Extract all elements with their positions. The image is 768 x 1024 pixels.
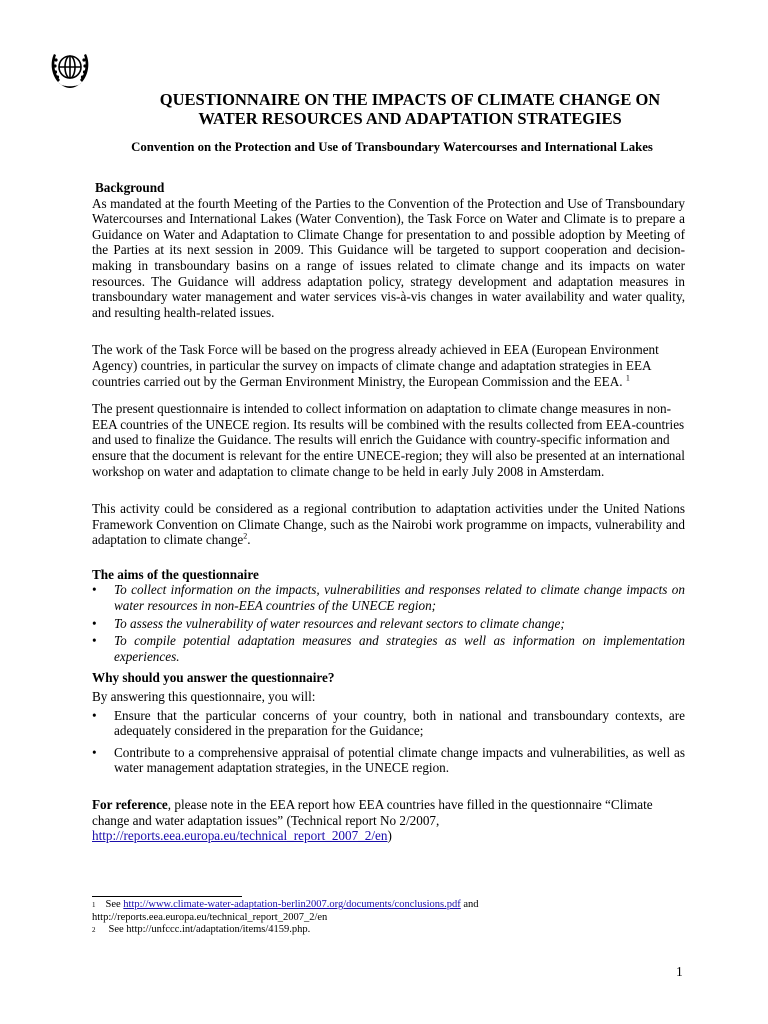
reference-paragraph: [92, 797, 685, 844]
footnote-1-rest: http://reports.eea.europa.eu/technical_report_2007_2/en: [92, 911, 328, 923]
paragraph-4-end: .: [247, 532, 251, 548]
un-emblem-icon: [46, 46, 94, 92]
background-heading: Background: [95, 180, 165, 195]
footnote-separator: [92, 896, 242, 897]
footnote-and: and: [463, 899, 479, 910]
paragraph-2-text: The work of the Task Force will be based on the progress already achieved in EEA (European Environment Agency) countries, in particular the survey on impacts of climate change and adaptation strategies in EEA countries carried out by the German Environment Ministry, the European Commission and the EEA.: [92, 342, 659, 389]
reference-bold: For reference: [92, 797, 168, 812]
berlin-conclusions-link[interactable]: http://www.climate-water-adaptation-berlin2007.org/documents/conclusions.pdf: [123, 899, 461, 910]
list-item: • To collect information on the impacts, vulnerabilities and responses related to climate change impacts on water resources in non-EEA countries of the UNECE region;: [92, 582, 685, 613]
why-intro: By answering this questionnaire, you will:: [92, 689, 316, 705]
title-line-1: QUESTIONNAIRE ON THE IMPACTS OF CLIMATE CHANGE ON: [159, 90, 661, 109]
page-title: [100, 90, 720, 128]
document-body: [92, 180, 685, 844]
title-line-2: WATER RESOURCES AND ADAPTATION STRATEGIES: [198, 109, 622, 128]
footnote-see: See: [105, 899, 121, 910]
footnote-ref-1[interactable]: 1: [625, 373, 630, 383]
page-number: 1: [676, 964, 683, 979]
paragraph-4-text: This activity could be considered as a regional contribution to adaptation activities under the United Nations Framework Convention on Climate Change, such as the Nairobi work programme on impacts, vulnerability and adaptation to climate change: [92, 501, 685, 548]
footnote-1: [92, 899, 692, 924]
footnote-2: [92, 924, 692, 937]
reference-text: , please note in the EEA report how EEA countries have filled in the questionnaire “Climate change and water adaptation issues” (Technical report No 2/2007,: [92, 797, 653, 828]
list-item: • To compile potential adaptation measures and strategies as well as information on implementation experiences.: [92, 633, 685, 664]
list-item: • Ensure that the particular concerns of your country, both in national and transboundary contexts, are adequately considered in the preparation for the Guidance;: [92, 708, 685, 739]
aims-list: [92, 582, 685, 664]
why-list: [92, 708, 685, 776]
why-heading: Why should you answer the questionnaire?: [92, 670, 335, 686]
background-paragraph-3: The present questionnaire is intended to collect information on adaptation to climate change measures in non-EEA countries of the UNECE region. Its results will be combined with the results collected from EEA-countries and used to finalize the Guidance. The results will enrich the Guidance with country-specific information and ensure that the document is relevant for the entire UNECE-region; they will also be presented at an international workshop on water and adaptation to climate change to be held in early July 2008 in Amsterdam.: [92, 401, 685, 479]
aims-heading: The aims of the questionnaire: [92, 566, 259, 582]
footnote-ref-2[interactable]: 2: [243, 531, 248, 541]
background-paragraph-1: As mandated at the fourth Meeting of the Parties to the Convention of the Protection and Use of Transboundary Watercourses and International Lakes (Water Convention), the Task Force on Water and Climate is to prepare a Guidance on Water and Adaptation to Climate Change for presentation to and possible adoption by Meeting of the Parties at its next session in 2009. This Guidance will be targeted to support cooperation and decision-making in transboundary basins on a range of issues related to climate change and its impacts on water resources. The Guidance will address adaptation policy, strategy development and adaptation measures in transboundary water management and water services vis-à-vis changes in water availability and water quality, and resulting health-related issues.: [92, 195, 685, 320]
list-item: • To assess the vulnerability of water resources and relevant sectors to climate change;: [92, 616, 685, 632]
footnote-2-text: See http://unfccc.int/adaptation/items/4159.php.: [108, 924, 311, 935]
footnote-number: 1: [92, 901, 96, 909]
reference-close: ): [387, 828, 392, 844]
list-item: • Contribute to a comprehensive appraisal of potential climate change impacts and vulnerabilities, as well as water management adaptation strategies, in the UNECE region.: [92, 745, 685, 776]
eea-report-link[interactable]: http://reports.eea.europa.eu/technical_report_2007_2/en: [92, 828, 388, 844]
subtitle: Convention on the Protection and Use of Transboundary Watercourses and International Lakes: [131, 140, 653, 154]
background-paragraph-2: [92, 342, 685, 389]
background-paragraph-4: [92, 501, 685, 548]
footnote-number: 2: [92, 926, 96, 934]
footnotes: [92, 899, 692, 937]
